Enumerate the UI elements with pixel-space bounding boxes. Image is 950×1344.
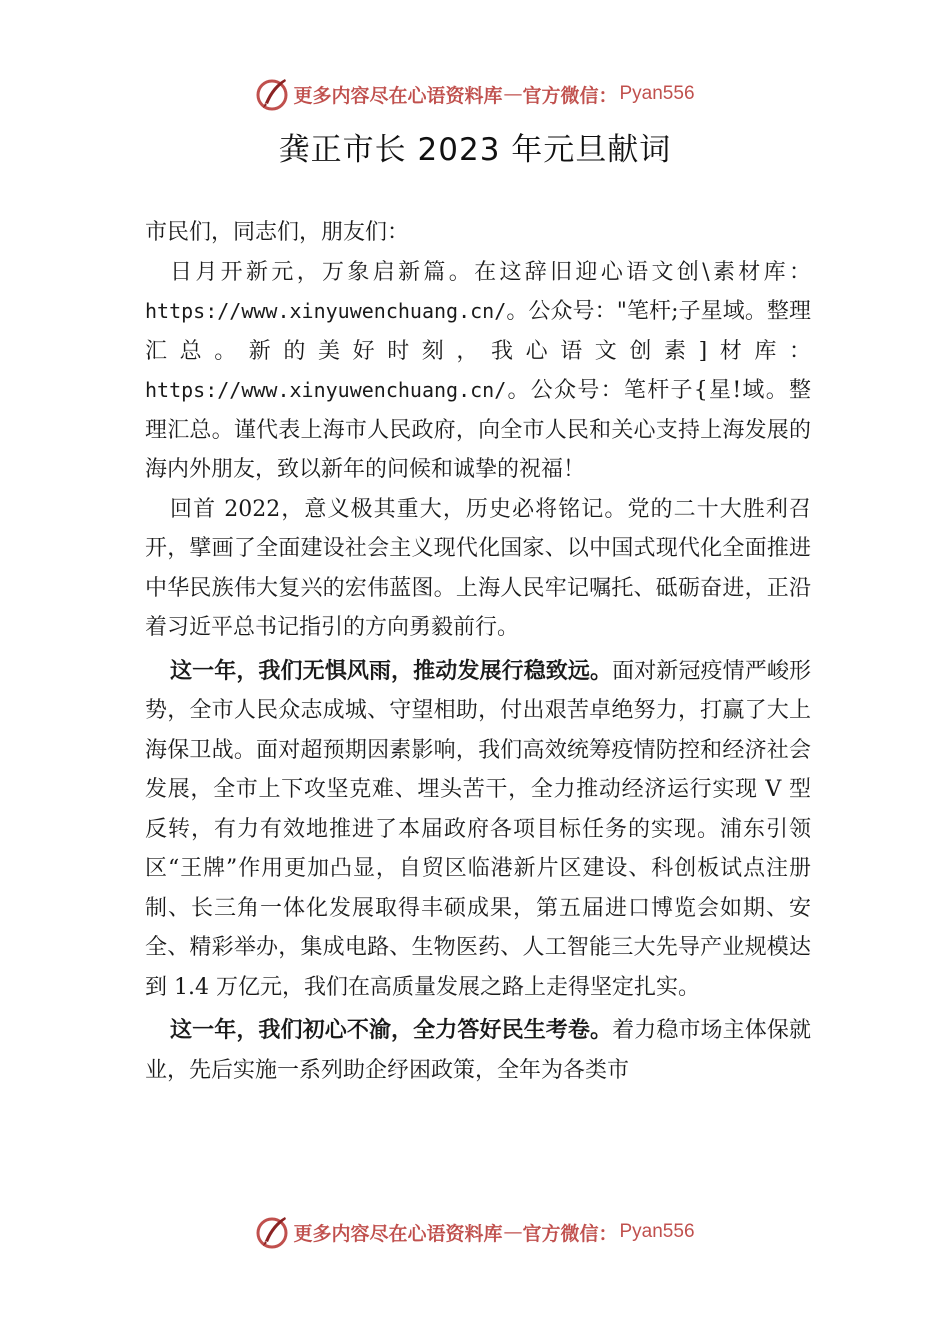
quill-logo-icon (255, 76, 291, 112)
watermark-banner-bottom (0, 1212, 950, 1252)
document-body (145, 213, 811, 1090)
paragraph-greeting (145, 253, 811, 490)
salutation: 市民们，同志们，朋友们： (145, 220, 410, 245)
greeting-text-b: 。公众号："笔杆;子星域。整理汇总。新的美好时刻，我心语文创素]材库： (145, 299, 811, 364)
document-title: 龚正市长 2023 年元旦献词 (278, 132, 672, 168)
watermark-wechat-id: Pyan556 (619, 1221, 695, 1242)
greeting-text-c: 。公众号：笔杆子{星!域。整理汇总。谨代表上海市人民政府，向全市人民和关心支持上海发展的海内外朋友，致以新年的问候和诚挚的祝福！ (145, 378, 811, 482)
paragraph-body: 着力稳市场主体保就业，先后实施一系列助企纾困政策，全年为各类市 (145, 1018, 811, 1083)
watermark-wechat-label: 官方微信： (522, 1222, 618, 1245)
paragraph-lead: 这一年，我们初心不渝，全力答好民生考卷。 (170, 1018, 613, 1043)
greeting-text-a: 日月开新元，万象启新篇。在这辞旧迎心语文创\素材库： (170, 259, 811, 285)
website-url: https://www.xinyuwenchuang.cn/ (145, 299, 507, 323)
paragraph-development (145, 652, 811, 1008)
watermark-wechat-label: 官方微信： (522, 84, 618, 107)
paragraph-livelihood (145, 1011, 811, 1090)
paragraph-lead: 这一年，我们无惧风雨，推动发展行稳致远。 (170, 658, 613, 684)
watermark-text: 更多内容尽在心语资料库 (293, 84, 503, 107)
watermark-separator: — (503, 1221, 523, 1243)
watermark-separator: — (503, 83, 523, 105)
paragraph-review: 回首 2022，意义极其重大，历史必将铭记。党的二十大胜利召开，擘画了全面建设社会主义现代化国家、以中国式现代化全面推进中华民族伟大复兴的宏伟蓝图。上海人民牢记嘱托、砥砺奋进，正沿着习近平总书记指引的方向勇毅前行。 (145, 496, 811, 640)
watermark-wechat-id: Pyan556 (619, 83, 695, 104)
watermark-text: 更多内容尽在心语资料库 (293, 1222, 503, 1245)
quill-logo-icon (255, 1214, 291, 1250)
watermark-banner-top (0, 74, 950, 114)
paragraph-body: 面对新冠疫情严峻形势，全市人民众志成城、守望相助，付出艰苦卓绝努力，打赢了大上海保卫战。面对超预期因素影响，我们高效统筹疫情防控和经济社会发展，全市上下攻坚克难、埋头苦干，全力推动经济运行实现 V 型反转，有力有效地推进了本届政府各项目标任务的实现。浦东引领区“王牌”作用更加凸显，自贸区临港新片区建设、科创板试点注册制、长三角一体化发展取得丰硕成果，第五届进口博览会如期、安全、精彩举办，集成电路、生物医药、人工智能三大先导产业规模达到 1.4 万亿元，我们在高质量发展之路上走得坚定扎实。 (145, 658, 811, 1000)
website-url: https://www.xinyuwenchuang.cn/ (145, 378, 507, 402)
